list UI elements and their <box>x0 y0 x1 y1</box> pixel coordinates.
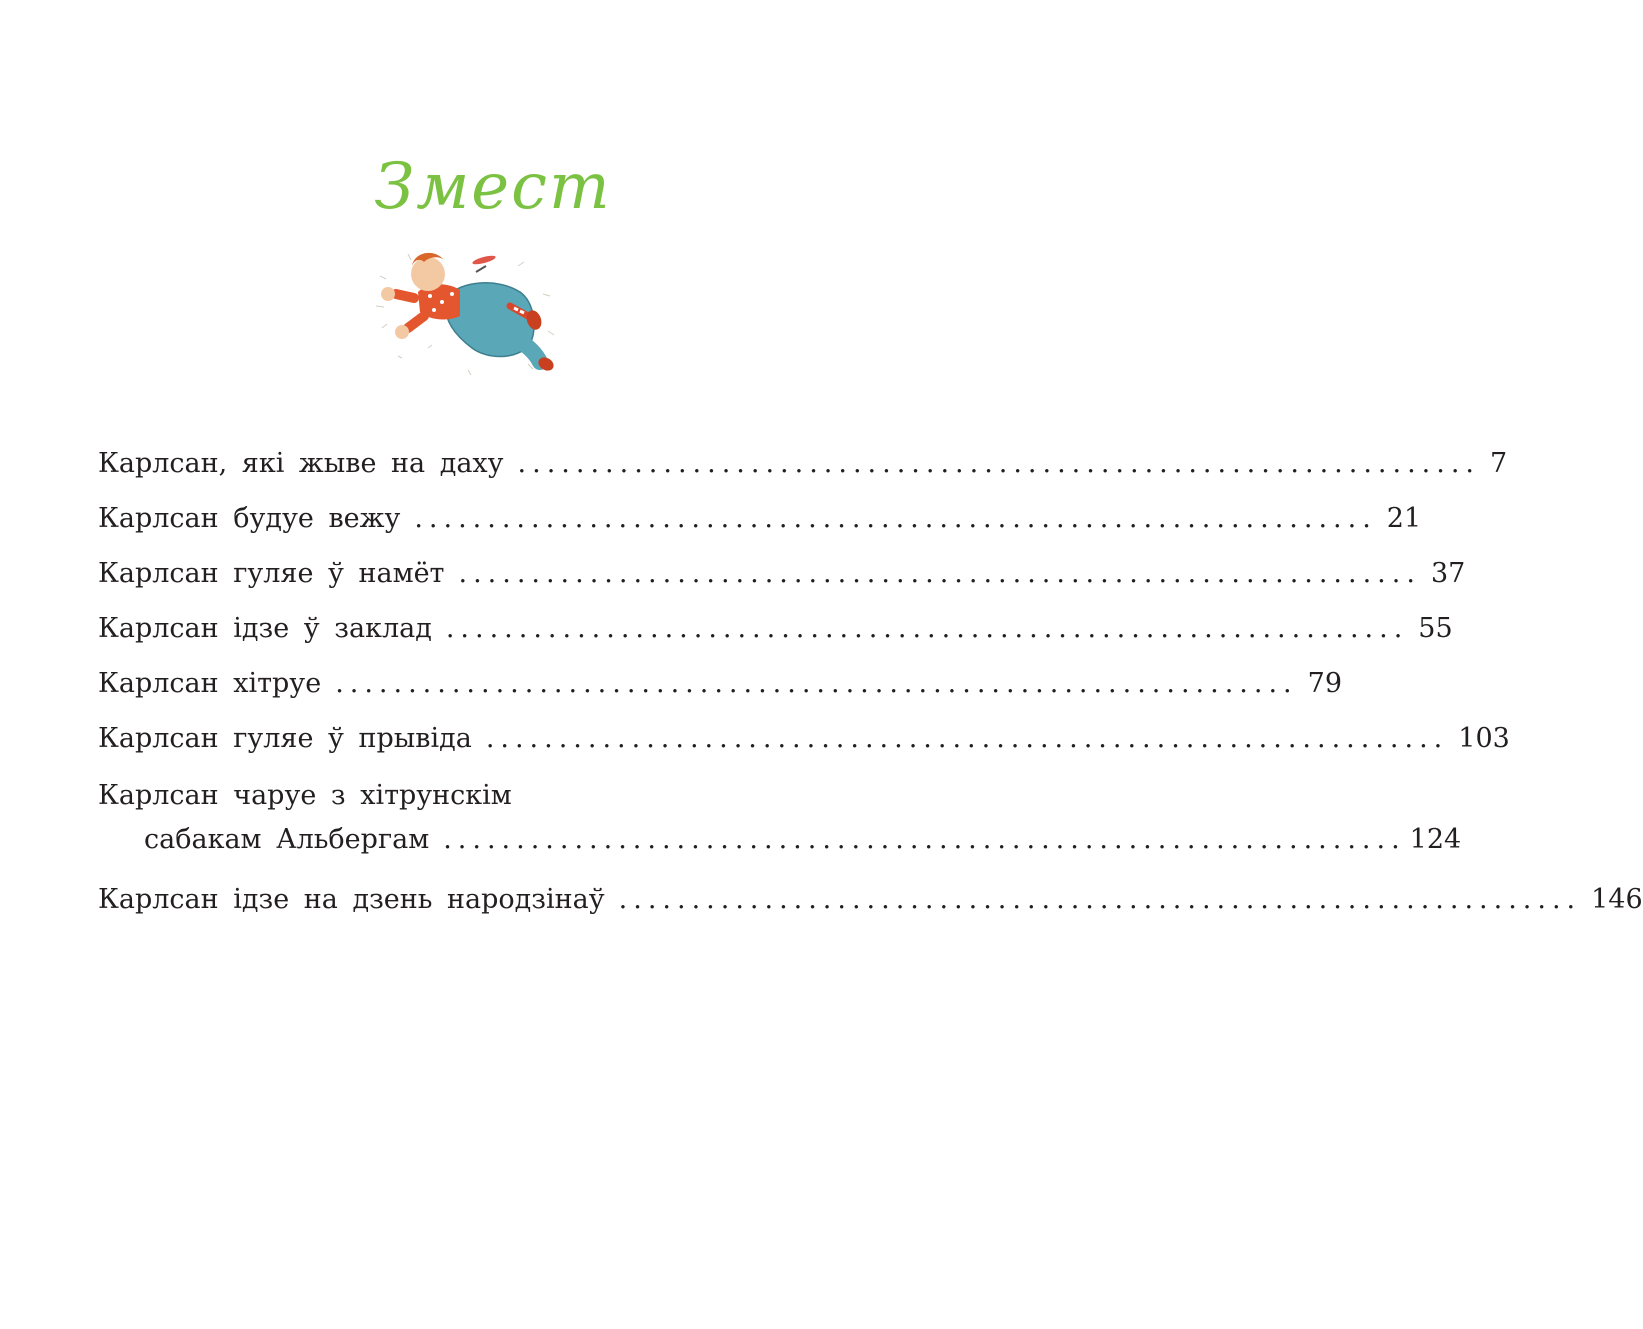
toc-entry[interactable] <box>98 436 1508 491</box>
table-of-contents <box>98 436 1643 927</box>
toc-entry-title: Карлсан ідзе ў заклад <box>98 613 432 644</box>
toc-entry[interactable] <box>98 766 1462 862</box>
toc-entry[interactable] <box>98 711 1510 766</box>
toc-entry-title: Карлсан гуляе ў прывіда <box>98 723 472 754</box>
toc-entry-page: 146 <box>1591 884 1643 915</box>
toc-entry[interactable] <box>98 491 1422 546</box>
dot-leader: .................................................................. <box>485 723 1449 754</box>
toc-entry-title-line2: сабакам Альбергам <box>144 824 430 855</box>
toc-entry[interactable] <box>98 872 1643 927</box>
dot-leader: .................................................................. <box>443 824 1406 855</box>
flying-boy-illustration <box>368 236 568 386</box>
toc-entry-page: 103 <box>1458 723 1510 754</box>
toc-entry-page: 55 <box>1418 613 1453 644</box>
toc-entry[interactable] <box>98 601 1453 656</box>
toc-entry-title: Карлсан гуляе ў намёт <box>98 558 445 589</box>
dot-leader: .................................................................. <box>414 503 1377 534</box>
dot-leader: .................................................................. <box>618 884 1582 915</box>
toc-entry-page: 124 <box>1409 824 1462 855</box>
toc-entry-title: Карлсан будуе вежу <box>98 503 401 534</box>
toc-entry-title-line1: Карлсан чаруе з хітрунскім <box>98 780 512 811</box>
toc-entry-page: 79 <box>1307 668 1342 699</box>
page-title: Змест <box>374 150 612 224</box>
toc-entry-page: 21 <box>1386 503 1422 534</box>
toc-entry-page: 37 <box>1430 558 1466 589</box>
toc-entry[interactable] <box>98 546 1466 601</box>
dot-leader: .................................................................. <box>517 448 1480 479</box>
dot-leader: .................................................................. <box>335 668 1298 699</box>
dot-leader: .................................................................. <box>458 558 1421 589</box>
dot-leader: .................................................................. <box>445 613 1409 644</box>
toc-entry-title: Карлсан хітруе <box>98 668 322 699</box>
toc-entry-page: 7 <box>1490 448 1508 479</box>
toc-entry-title: Карлсан ідзе на дзень народзінаў <box>98 884 605 915</box>
toc-entry[interactable] <box>98 656 1342 711</box>
toc-entry-title: Карлсан, які жыве на даху <box>98 448 504 479</box>
